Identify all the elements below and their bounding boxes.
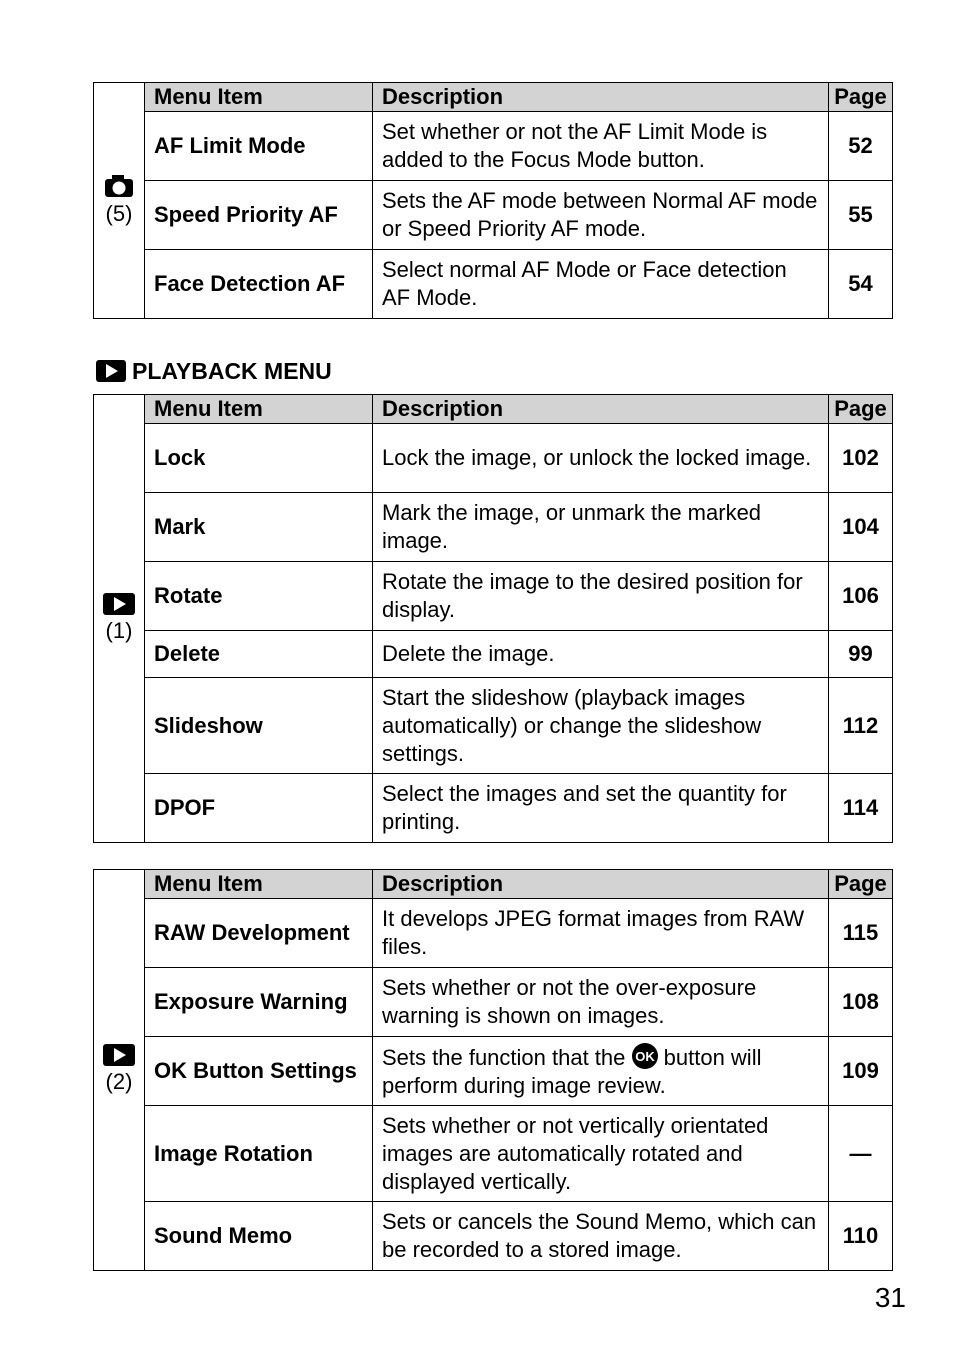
row-description: Lock the image, or unlock the locked image. bbox=[373, 424, 829, 493]
row-page: 55 bbox=[829, 181, 893, 250]
table-row bbox=[94, 968, 893, 1037]
svg-text:OK: OK bbox=[634, 1048, 655, 1064]
row-item: RAW Development bbox=[145, 899, 373, 968]
table-row bbox=[94, 1202, 893, 1271]
header-description: Description bbox=[373, 870, 829, 899]
row-page: 54 bbox=[829, 250, 893, 319]
playback-icon bbox=[96, 360, 126, 382]
row-description: Sets or cancels the Sound Memo, which can be recorded to a stored image. bbox=[373, 1202, 829, 1271]
section-title-playback-menu bbox=[96, 356, 332, 386]
row-description: Set whether or not the AF Limit Mode is added to the Focus Mode button. bbox=[373, 112, 829, 181]
side-cell bbox=[94, 870, 145, 1271]
table-header bbox=[94, 83, 893, 112]
row-item: Delete bbox=[145, 631, 373, 678]
ok-button-icon bbox=[632, 1043, 658, 1069]
row-description: Start the slideshow (playback images automatically) or change the slideshow settings. bbox=[373, 678, 829, 774]
row-page: 112 bbox=[829, 678, 893, 774]
description-text-before: Sets the function that the bbox=[382, 1044, 626, 1070]
row-description: Sets whether or not vertically orientated images are automatically rotated and displayed vertically. bbox=[373, 1106, 829, 1202]
description-text-after: button will perform during image review. bbox=[382, 1044, 762, 1098]
row-item: Speed Priority AF bbox=[145, 181, 373, 250]
row-page: 110 bbox=[829, 1202, 893, 1271]
side-cell bbox=[94, 395, 145, 843]
row-description: Sets whether or not the over-exposure warning is shown on images. bbox=[373, 968, 829, 1037]
table-row bbox=[94, 562, 893, 631]
table-header bbox=[94, 870, 893, 899]
row-description: Select normal AF Mode or Face detection AF Mode. bbox=[373, 250, 829, 319]
row-description bbox=[373, 1037, 829, 1106]
header-menu-item: Menu Item bbox=[145, 870, 373, 899]
row-description: Select the images and set the quantity for printing. bbox=[373, 774, 829, 843]
header-page: Page bbox=[829, 870, 893, 899]
row-item: AF Limit Mode bbox=[145, 112, 373, 181]
row-description: Sets the AF mode between Normal AF mode or Speed Priority AF mode. bbox=[373, 181, 829, 250]
header-menu-item: Menu Item bbox=[145, 395, 373, 424]
row-item: DPOF bbox=[145, 774, 373, 843]
row-page: 108 bbox=[829, 968, 893, 1037]
row-item: Slideshow bbox=[145, 678, 373, 774]
row-item: Exposure Warning bbox=[145, 968, 373, 1037]
row-page: 106 bbox=[829, 562, 893, 631]
row-description: Mark the image, or unmark the marked image. bbox=[373, 493, 829, 562]
row-item: Sound Memo bbox=[145, 1202, 373, 1271]
section-title-text: PLAYBACK MENU bbox=[132, 357, 332, 384]
table-row bbox=[94, 899, 893, 968]
playback-icon bbox=[103, 1044, 135, 1066]
side-cell bbox=[94, 83, 145, 319]
row-page: 52 bbox=[829, 112, 893, 181]
row-description: Rotate the image to the desired position for display. bbox=[373, 562, 829, 631]
playback-menu-table-2 bbox=[93, 869, 893, 1271]
table-row bbox=[94, 678, 893, 774]
header-description: Description bbox=[373, 395, 829, 424]
row-page: 109 bbox=[829, 1037, 893, 1106]
side-label: (5) bbox=[105, 200, 133, 226]
table-row bbox=[94, 631, 893, 678]
row-item: Image Rotation bbox=[145, 1106, 373, 1202]
side-label: (1) bbox=[105, 617, 133, 643]
row-item: Lock bbox=[145, 424, 373, 493]
row-item: Rotate bbox=[145, 562, 373, 631]
row-item: Face Detection AF bbox=[145, 250, 373, 319]
table-row bbox=[94, 181, 893, 250]
table-row bbox=[94, 112, 893, 181]
row-page: 115 bbox=[829, 899, 893, 968]
table-row bbox=[94, 424, 893, 493]
side-label: (2) bbox=[105, 1069, 133, 1094]
table-row bbox=[94, 493, 893, 562]
header-page: Page bbox=[829, 395, 893, 424]
playback-menu-table-1 bbox=[93, 394, 893, 843]
row-page: — bbox=[829, 1106, 893, 1202]
row-page: 114 bbox=[829, 774, 893, 843]
camera-icon bbox=[104, 174, 134, 198]
table-row bbox=[94, 1037, 893, 1106]
shooting-menu-table-5 bbox=[93, 82, 893, 319]
table-row bbox=[94, 250, 893, 319]
playback-icon bbox=[103, 593, 135, 615]
page-number: 31 bbox=[874, 1282, 906, 1313]
table-header bbox=[94, 395, 893, 424]
header-menu-item: Menu Item bbox=[145, 83, 373, 112]
row-description: It develops JPEG format images from RAW files. bbox=[373, 899, 829, 968]
header-description: Description bbox=[373, 83, 829, 112]
row-page: 102 bbox=[829, 424, 893, 493]
table-row bbox=[94, 774, 893, 843]
row-item: OK Button Settings bbox=[145, 1037, 373, 1106]
row-item: Mark bbox=[145, 493, 373, 562]
header-page: Page bbox=[829, 83, 893, 112]
row-page: 99 bbox=[829, 631, 893, 678]
row-page: 104 bbox=[829, 493, 893, 562]
table-row bbox=[94, 1106, 893, 1202]
row-description: Delete the image. bbox=[373, 631, 829, 678]
